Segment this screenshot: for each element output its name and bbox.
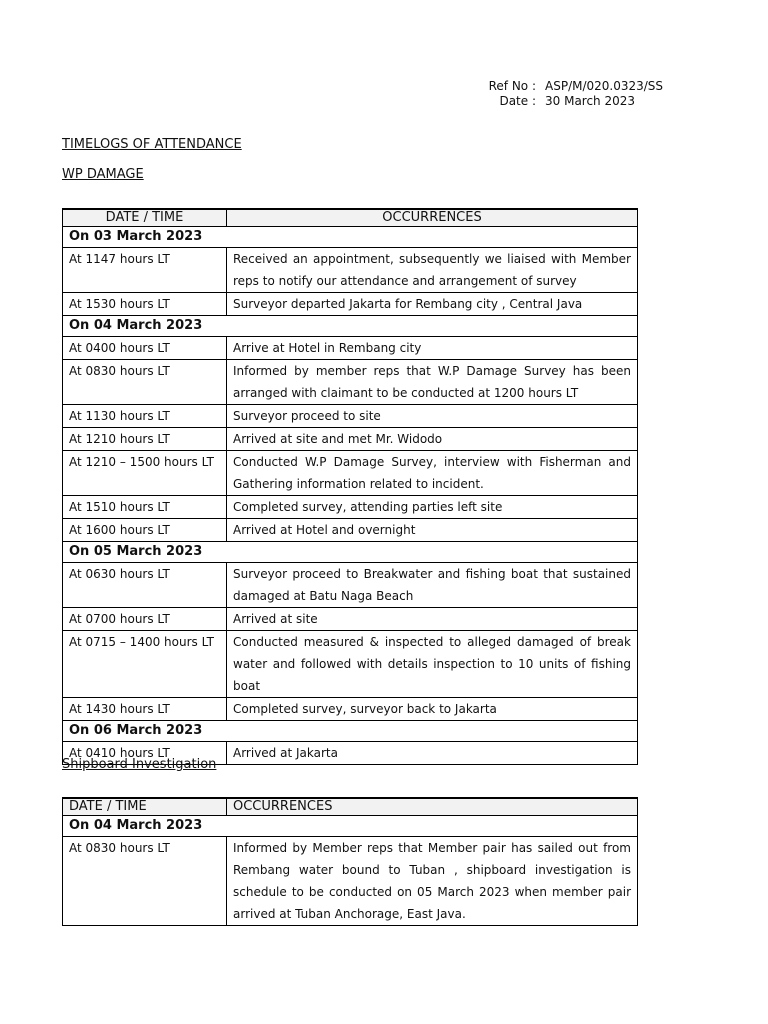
table-row <box>63 837 638 926</box>
date-value: 30 March 2023 <box>545 94 636 108</box>
time-cell: At 1210 hours LT <box>63 428 227 451</box>
table-row <box>63 248 638 293</box>
occurrence-cell: Received an appointment, subsequently we liaised with Member reps to notify our attendance and arrangement of survey <box>227 248 638 293</box>
date-row <box>63 316 638 337</box>
ref-no-label: Ref No : <box>488 79 536 93</box>
header-date-time: DATE / TIME <box>63 209 227 227</box>
date-label-04-march: On 04 March 2023 <box>63 816 638 837</box>
time-cell: At 1600 hours LT <box>63 519 227 542</box>
header-date-time: DATE / TIME <box>63 798 227 816</box>
table-row <box>63 428 638 451</box>
date-label-06-march: On 06 March 2023 <box>63 721 638 742</box>
time-cell: At 1210 – 1500 hours LT <box>63 451 227 496</box>
document-title: TIMELOGS OF ATTENDANCE <box>62 137 242 152</box>
reference-block <box>470 79 663 109</box>
time-cell: At 1430 hours LT <box>63 698 227 721</box>
occurrence-cell: Informed by Member reps that Member pair has sailed out from Rembang water bound to Tuban , shipboard investigation is schedule to be conducted on 05 March 2023 when member pair arrived at Tuban Anchorage, East Java. <box>227 837 638 926</box>
occurrence-cell: Surveyor proceed to site <box>227 405 638 428</box>
table-header-row <box>63 798 638 816</box>
occurrence-cell: Conducted W.P Damage Survey, interview with Fisherman and Gathering information related to incident. <box>227 451 638 496</box>
time-cell: At 0410 hours LT <box>63 742 227 765</box>
date-label-04-march: On 04 March 2023 <box>63 316 638 337</box>
table-row <box>63 360 638 405</box>
occurrence-cell: Conducted measured & inspected to alleged damaged of break water and followed with details inspection to 10 units of fishing boat <box>227 631 638 698</box>
shipboard-investigation-heading: Shipboard Investigation <box>62 757 217 772</box>
shipboard-investigation-table <box>62 797 638 926</box>
time-cell: At 1147 hours LT <box>63 248 227 293</box>
ref-no-value: ASP/M/020.0323/SS <box>545 79 664 93</box>
table-row <box>63 563 638 608</box>
occurrence-cell: Completed survey, attending parties left site <box>227 496 638 519</box>
time-cell: At 0830 hours LT <box>63 360 227 405</box>
occurrence-cell: Surveyor departed Jakarta for Rembang city , Central Java <box>227 293 638 316</box>
table-row <box>63 631 638 698</box>
time-cell: At 0630 hours LT <box>63 563 227 608</box>
time-cell: At 0715 – 1400 hours LT <box>63 631 227 698</box>
date-row <box>63 721 638 742</box>
wp-damage-heading: WP DAMAGE <box>62 167 144 182</box>
date-label-05-march: On 05 March 2023 <box>63 542 638 563</box>
date-label-03-march: On 03 March 2023 <box>63 227 638 248</box>
date-row <box>63 542 638 563</box>
table-row <box>63 698 638 721</box>
header-occurrences: OCCURRENCES <box>227 798 638 816</box>
occurrence-cell: Arrive at Hotel in Rembang city <box>227 337 638 360</box>
table-row <box>63 293 638 316</box>
time-cell: At 1510 hours LT <box>63 496 227 519</box>
time-cell: At 1130 hours LT <box>63 405 227 428</box>
table-row <box>63 337 638 360</box>
occurrence-cell: Arrived at site <box>227 608 638 631</box>
header-occurrences: OCCURRENCES <box>227 209 638 227</box>
date-row <box>63 816 638 837</box>
occurrence-cell: Arrived at site and met Mr. Widodo <box>227 428 638 451</box>
wp-damage-table <box>62 208 638 765</box>
table-row <box>63 608 638 631</box>
time-cell: At 0830 hours LT <box>63 837 227 926</box>
table-row <box>63 519 638 542</box>
occurrence-cell: Arrived at Jakarta <box>227 742 638 765</box>
table-row <box>63 496 638 519</box>
table-row <box>63 451 638 496</box>
table-row <box>63 405 638 428</box>
occurrence-cell: Surveyor proceed to Breakwater and fishing boat that sustained damaged at Batu Naga Beach <box>227 563 638 608</box>
date-label: Date : <box>499 94 536 108</box>
table-header-row <box>63 209 638 227</box>
occurrence-cell: Completed survey, surveyor back to Jakarta <box>227 698 638 721</box>
occurrence-cell: Informed by member reps that W.P Damage Survey has been arranged with claimant to be conducted at 1200 hours LT <box>227 360 638 405</box>
time-cell: At 1530 hours LT <box>63 293 227 316</box>
time-cell: At 0400 hours LT <box>63 337 227 360</box>
occurrence-cell: Arrived at Hotel and overnight <box>227 519 638 542</box>
time-cell: At 0700 hours LT <box>63 608 227 631</box>
date-row <box>63 227 638 248</box>
